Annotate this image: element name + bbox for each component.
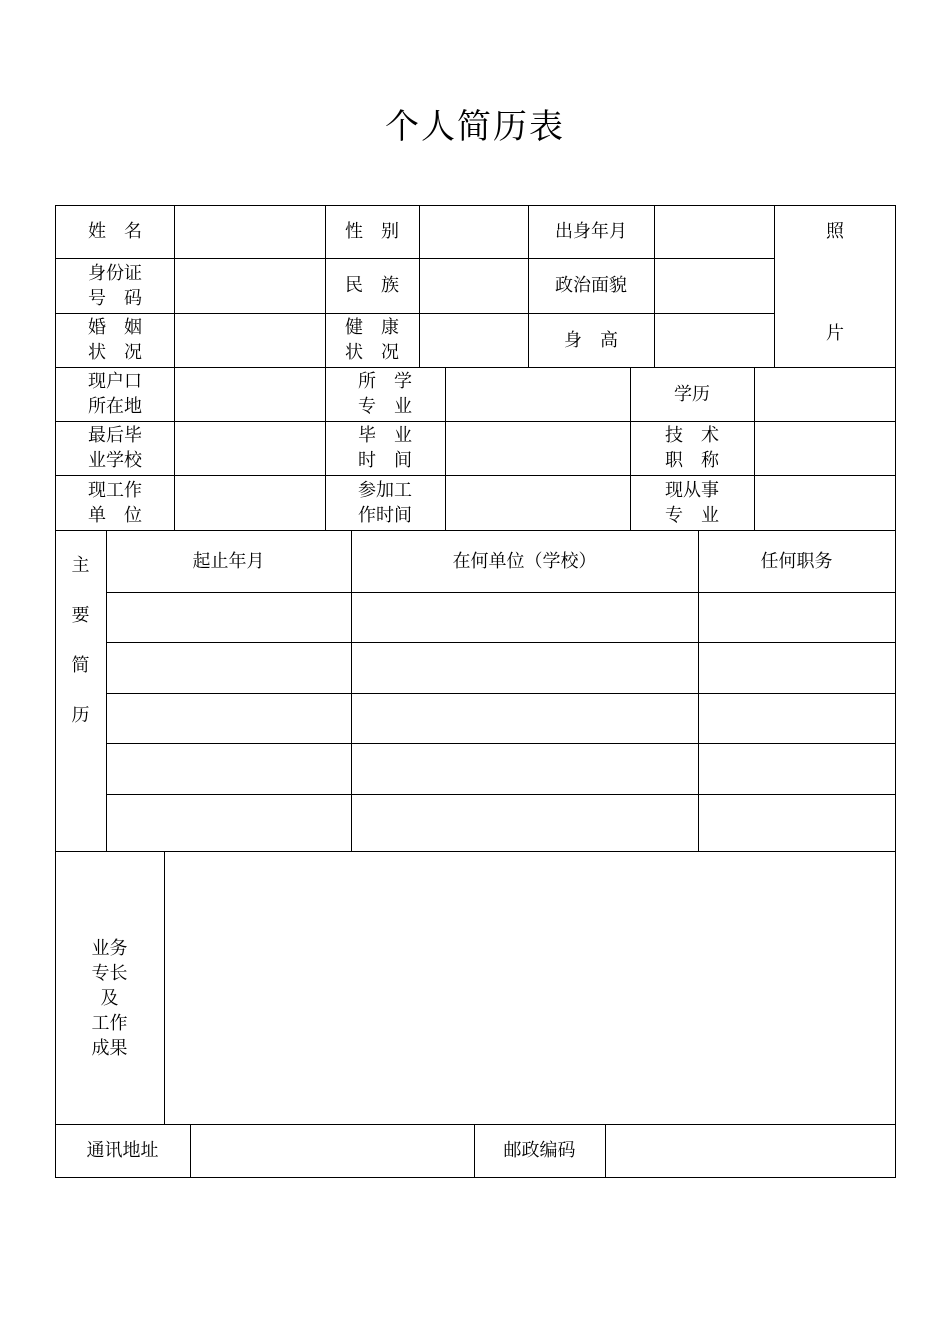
postcode-label: 邮政编码 — [503, 1140, 576, 1161]
current-employer-label: 现工作 单 位 — [88, 479, 142, 526]
resume-form — [55, 205, 896, 1178]
health-status-label: 健 康 状 况 — [345, 317, 399, 363]
graduated-school-field[interactable] — [175, 422, 325, 475]
expertise-field[interactable] — [165, 852, 895, 1124]
history-row-period-field[interactable] — [107, 795, 351, 851]
history-row-period-field[interactable] — [107, 744, 351, 794]
name-field[interactable] — [175, 206, 325, 258]
technical-title-label: 技 术 职 称 — [665, 425, 719, 471]
health-status-field[interactable] — [420, 314, 528, 367]
history-row-period-field[interactable] — [107, 593, 351, 642]
history-row-position-field[interactable] — [699, 694, 895, 743]
history-row-organization-field[interactable] — [352, 795, 698, 851]
photo-label-top: 照 — [826, 221, 844, 242]
household-location-field[interactable] — [175, 368, 325, 421]
household-location-label: 现户口 所在地 — [88, 371, 142, 417]
history-row-position-field[interactable] — [699, 795, 895, 851]
history-row-organization-field[interactable] — [352, 694, 698, 743]
form-bottom-border — [55, 1177, 896, 1178]
technical-title-field[interactable] — [755, 422, 895, 475]
form-right-border — [895, 205, 896, 1178]
name-label: 姓 名 — [88, 221, 142, 242]
page-title: 个人简历表 — [385, 107, 565, 147]
history-row-organization-field[interactable] — [352, 744, 698, 794]
address-field[interactable] — [191, 1125, 474, 1177]
history-col-organization: 在何单位（学校） — [452, 550, 597, 572]
photo-label-bottom: 片 — [826, 323, 844, 344]
current-employer-field[interactable] — [175, 476, 325, 530]
history-section-label: 主 要 简 历 — [71, 555, 90, 726]
id-number-field[interactable] — [175, 259, 325, 313]
degree-label: 学历 — [674, 383, 710, 405]
history-row-period-field[interactable] — [107, 694, 351, 743]
major-field[interactable] — [446, 368, 630, 421]
marital-status-label: 婚 姻 状 况 — [88, 317, 142, 363]
history-col-position: 任何职务 — [760, 550, 833, 572]
graduation-time-field[interactable] — [446, 422, 630, 475]
id-number-label: 身份证 号 码 — [88, 262, 142, 309]
work-start-time-label: 参加工 作时间 — [358, 479, 412, 526]
history-row-position-field[interactable] — [699, 744, 895, 794]
history-row-position-field[interactable] — [699, 593, 895, 642]
history-row-organization-field[interactable] — [352, 593, 698, 642]
address-label: 通讯地址 — [86, 1140, 159, 1161]
degree-field[interactable] — [755, 368, 895, 421]
work-start-time-field[interactable] — [446, 476, 630, 530]
current-profession-field[interactable] — [755, 476, 895, 530]
graduated-school-label: 最后毕 业学校 — [88, 425, 142, 471]
marital-status-field[interactable] — [175, 314, 325, 367]
gender-field[interactable] — [420, 206, 528, 258]
graduation-time-label: 毕 业 时 间 — [358, 425, 412, 471]
height-field[interactable] — [655, 314, 774, 367]
photo-box[interactable] — [775, 206, 895, 367]
history-row-position-field[interactable] — [699, 643, 895, 693]
ethnicity-field[interactable] — [420, 259, 528, 313]
postcode-field[interactable] — [606, 1125, 895, 1177]
gender-label: 性 别 — [345, 221, 399, 242]
ethnicity-label: 民 族 — [345, 275, 399, 296]
birth-field[interactable] — [655, 206, 774, 258]
history-row-period-field[interactable] — [107, 643, 351, 693]
history-row-organization-field[interactable] — [352, 643, 698, 693]
birth-label: 出身年月 — [555, 221, 627, 242]
current-profession-label: 现从事 专 业 — [665, 479, 719, 526]
major-label: 所 学 专 业 — [358, 371, 412, 417]
expertise-label: 业务 专长 及 工作 成果 — [91, 938, 128, 1059]
history-col-period: 起止年月 — [192, 550, 265, 572]
height-label: 身 高 — [564, 329, 618, 351]
political-status-field[interactable] — [655, 259, 774, 313]
political-status-label: 政治面貌 — [555, 275, 627, 296]
